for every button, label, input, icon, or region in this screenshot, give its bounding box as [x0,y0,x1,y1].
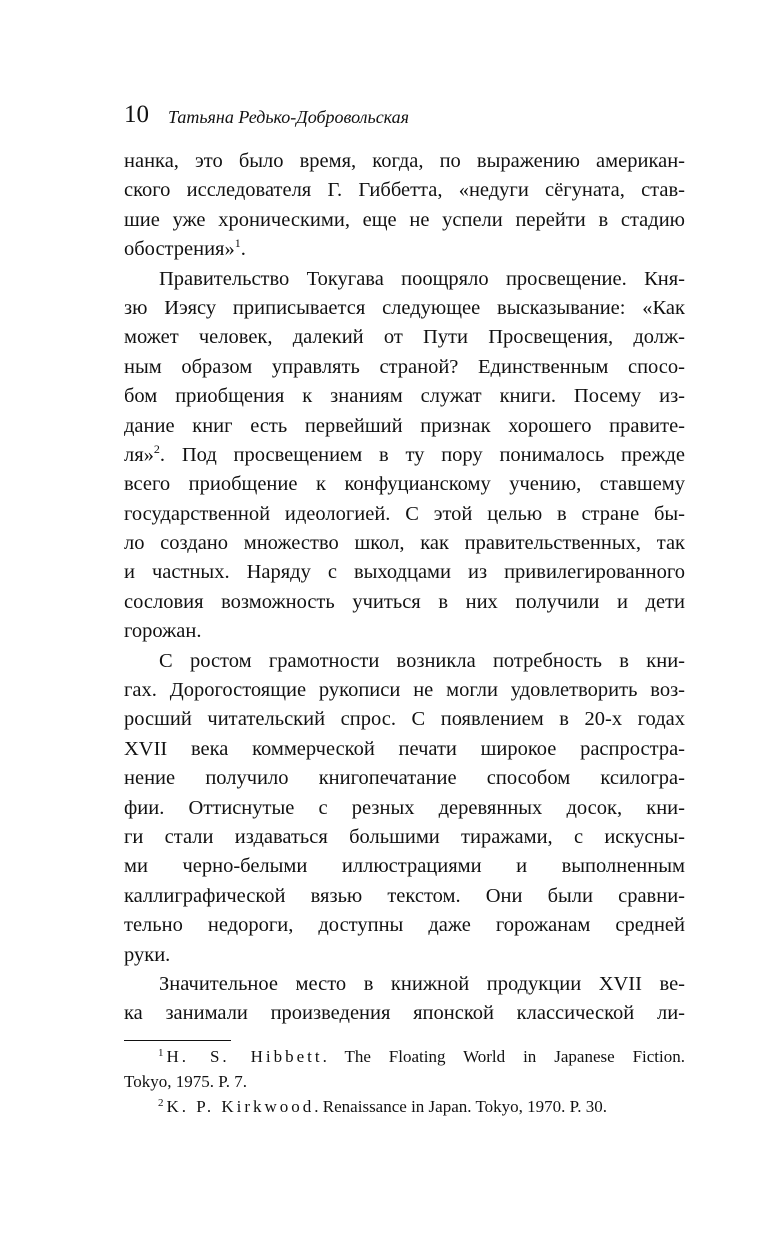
running-title: Татьяна Редько-Добровольская [168,107,410,127]
footnote-ref-1: 1 [234,236,241,251]
text-line: зю Иэясу приписывается следующее высказывание: «Как [124,296,685,319]
text-line: руки. [124,943,171,966]
text-line: гах. Дорогостоящие рукописи не могли удовлетворить воз- [124,679,685,702]
text-line: С ростом грамотности возникла потребность в кни- [159,649,685,672]
footnote-1 [124,1044,685,1069]
text-line: и частных. Наряду с выходцами из привилегированного [124,561,685,584]
text-line: ка занимали произведения японской классической ли- [124,1002,685,1025]
footnote-ref-2: 2 [153,441,160,456]
text-fragment: обострения» [124,238,235,261]
text-line: ми черно-белыми иллюстрациями и выполненным [124,855,685,878]
text-line: дание книг есть первейший признак хорошего правите- [124,414,685,437]
text-line: бом приобщения к знаниям служат книги. Посему из- [124,385,685,408]
text-line: фии. Оттиснутые с резных деревянных досок, кни- [124,796,685,819]
footnote-2 [124,1094,685,1119]
text-line: Значительное место в книжной продукции XVII ве- [159,972,685,995]
text-line: ным образом управлять страной? Единственным спосо- [124,355,685,378]
text-line: всего приобщение к конфуцианскому учению, ставшему [124,473,685,496]
text-line: Правительство Токугава поощряло просвещение. Кня- [159,267,685,290]
text-line [124,235,685,264]
text-fragment: . [240,238,246,261]
text-line: ло создано множество школ, как правительственных, так [124,532,685,555]
text-line: ского исследователя Г. Гиббетта, «недуги сёгуната, став- [124,179,685,202]
text-fragment: . Под просвещением в ту пору понималось прежде [159,443,685,466]
footnote-mark: 1 [158,1047,164,1059]
text-fragment: ля» [124,443,154,466]
text-line: горожан. [124,620,202,643]
text-line: тельно недороги, доступны даже горожанам средней [124,914,685,937]
text-line [124,441,685,470]
text-line: каллиграфической вязью текстом. Они были сравни- [124,884,685,907]
text-line: шие уже хроническими, еще не успели перейти в стадию [124,208,685,231]
footnote-mark: 2 [158,1097,164,1109]
page-header [124,100,684,134]
text-line: нанка, это было время, когда, по выражению американ- [124,150,685,172]
footnote-author: H. S. Hibbett [166,1047,323,1066]
footnote-divider [124,1040,231,1041]
text-line: может человек, далекий от Пути Просвещения, долж- [124,326,685,349]
text-line: сословия возможность учиться в них получили и дети [124,590,685,613]
text-line: нение получило книгопечатание способом ксилогра- [124,767,685,790]
text-line: XVII века коммерческой печати широкое распростра- [124,737,685,760]
body-text [124,147,685,1029]
footnote-1-continued: Tokyo, 1975. P. 7. [124,1072,248,1091]
text-line: ги стали издаваться большими тиражами, с искусны- [124,825,685,848]
page-number: 10 [124,101,149,128]
footnote-text: . The Floating World in Japanese Fiction. [322,1047,685,1066]
text-line: росший читательский спрос. С появлением в 20-х годах [124,708,685,731]
footnote-text: . Renaissance in Japan. Tokyo, 1970. P. 30. [314,1097,607,1116]
footnote-author: K. P. Kirkwood [166,1097,315,1116]
footnotes [124,1044,685,1119]
text-line: государственной идеологией. С этой целью в стране бы- [124,502,685,525]
